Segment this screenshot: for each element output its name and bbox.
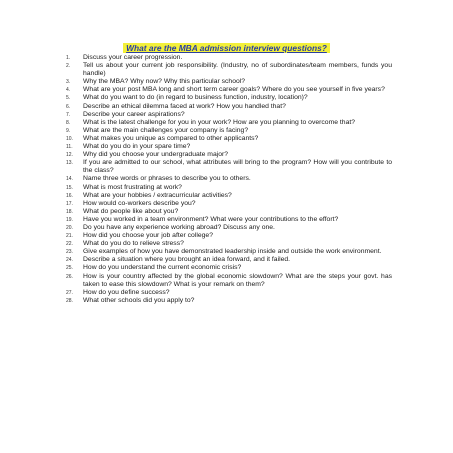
question-item [66, 111, 392, 119]
question-item [66, 264, 392, 272]
question-item [66, 256, 392, 264]
question-item [66, 119, 392, 127]
question-text: Why the MBA? Why now? Why this particular school? [83, 78, 246, 86]
question-number: 24. [66, 257, 73, 264]
question-item [66, 62, 392, 78]
question-text: Tell us about your current job responsibility. (Industry, no of subordinates/team members, funds you handle) [83, 62, 392, 78]
question-text: What do you want to do (in regard to business function, industry, location)? [83, 94, 308, 102]
question-item [66, 54, 392, 62]
question-number: 6. [66, 103, 71, 110]
question-number: 18. [66, 208, 73, 215]
question-number: 28. [66, 297, 73, 304]
question-number: 27. [66, 289, 73, 296]
question-item [66, 289, 392, 297]
question-number: 15. [66, 184, 73, 191]
questions-list [66, 54, 392, 305]
question-number: 23. [66, 249, 73, 256]
question-number: 1. [66, 55, 71, 61]
document-title: What are the MBA admission interview questions? [123, 43, 330, 53]
question-text: What is most frustrating at work? [83, 183, 182, 191]
question-text: What are your post MBA long and short term career goals? Where do you see yourself in five years? [83, 86, 385, 94]
question-text: Describe an ethical dilemma faced at work? How you handled that? [83, 102, 286, 110]
question-text: What do you do in your spare time? [83, 143, 191, 151]
question-text: How is your country affected by the global economic slowdown? What are the steps your govt. has taken to ease this slowdown? What is your remark on them? [83, 272, 392, 288]
question-number: 17. [66, 200, 73, 207]
question-text: Name three words or phrases to describe you to others. [83, 175, 251, 183]
question-text: What is the latest challenge for you in your work? How are you planning to overcome that? [83, 118, 356, 126]
question-text: How would co-workers describe you? [83, 199, 196, 207]
question-item [66, 135, 392, 143]
question-text: What other schools did you apply to? [83, 296, 195, 304]
question-number: 11. [66, 144, 73, 151]
question-item [66, 143, 392, 151]
question-number: 4. [66, 87, 71, 94]
question-text: Describe a situation where you brought an idea forward, and it failed. [83, 256, 291, 264]
question-number: 14. [66, 176, 73, 183]
question-item [66, 127, 392, 135]
question-item [66, 184, 392, 192]
question-text: How do you understand the current economic crisis? [83, 264, 242, 272]
question-item [66, 159, 392, 175]
question-text: Describe your career aspirations? [83, 110, 185, 118]
question-number: 21. [66, 233, 73, 240]
question-text: Give examples of how you have demonstrated leadership inside and outside the work environment. [83, 248, 382, 256]
question-number: 19. [66, 216, 73, 223]
question-text: What are the main challenges your company is facing? [83, 126, 249, 134]
question-item [66, 208, 392, 216]
question-item [66, 240, 392, 248]
question-number: 2. [66, 63, 71, 70]
question-text: Have you worked in a team environment? What were your contributions to the effort? [83, 215, 339, 223]
question-number: 12. [66, 152, 73, 159]
question-number: 5. [66, 95, 71, 102]
question-item [66, 224, 392, 232]
question-text: What makes you unique as compared to other applicants? [83, 134, 259, 142]
question-item [66, 94, 392, 102]
question-number: 7. [66, 111, 71, 118]
question-item [66, 200, 392, 208]
question-number: 8. [66, 119, 71, 126]
question-text: How did you choose your job after college? [83, 232, 213, 240]
question-number: 10. [66, 135, 73, 142]
question-item [66, 192, 392, 200]
question-number: 26. [66, 273, 73, 280]
question-item [66, 175, 392, 183]
question-number: 9. [66, 127, 71, 134]
question-item [66, 297, 392, 305]
question-number: 3. [66, 79, 71, 86]
question-item [66, 86, 392, 94]
question-text: Why did you choose your undergraduate major? [83, 151, 229, 159]
question-number: 16. [66, 192, 73, 199]
question-text: What do people like about you? [83, 207, 179, 215]
question-number: 13. [66, 160, 73, 167]
question-text: Do you have any experience working abroad? Discuss any one. [83, 223, 275, 231]
question-text: How do you define success? [83, 288, 170, 296]
question-text: What are your hobbies / extracurricular activities? [83, 191, 232, 199]
question-item [66, 248, 392, 256]
question-item [66, 273, 392, 289]
question-text: If you are admitted to our school, what attributes will bring to the program? How will you contribute to the class? [83, 159, 392, 175]
question-number: 22. [66, 241, 73, 248]
question-item [66, 78, 392, 86]
question-item [66, 216, 392, 224]
question-text: What do you do to relieve stress? [83, 240, 184, 248]
question-item [66, 232, 392, 240]
question-item [66, 151, 392, 159]
question-item [66, 103, 392, 111]
question-number: 20. [66, 224, 73, 231]
question-text: Discuss your career progression. [83, 54, 183, 61]
question-number: 25. [66, 265, 73, 272]
